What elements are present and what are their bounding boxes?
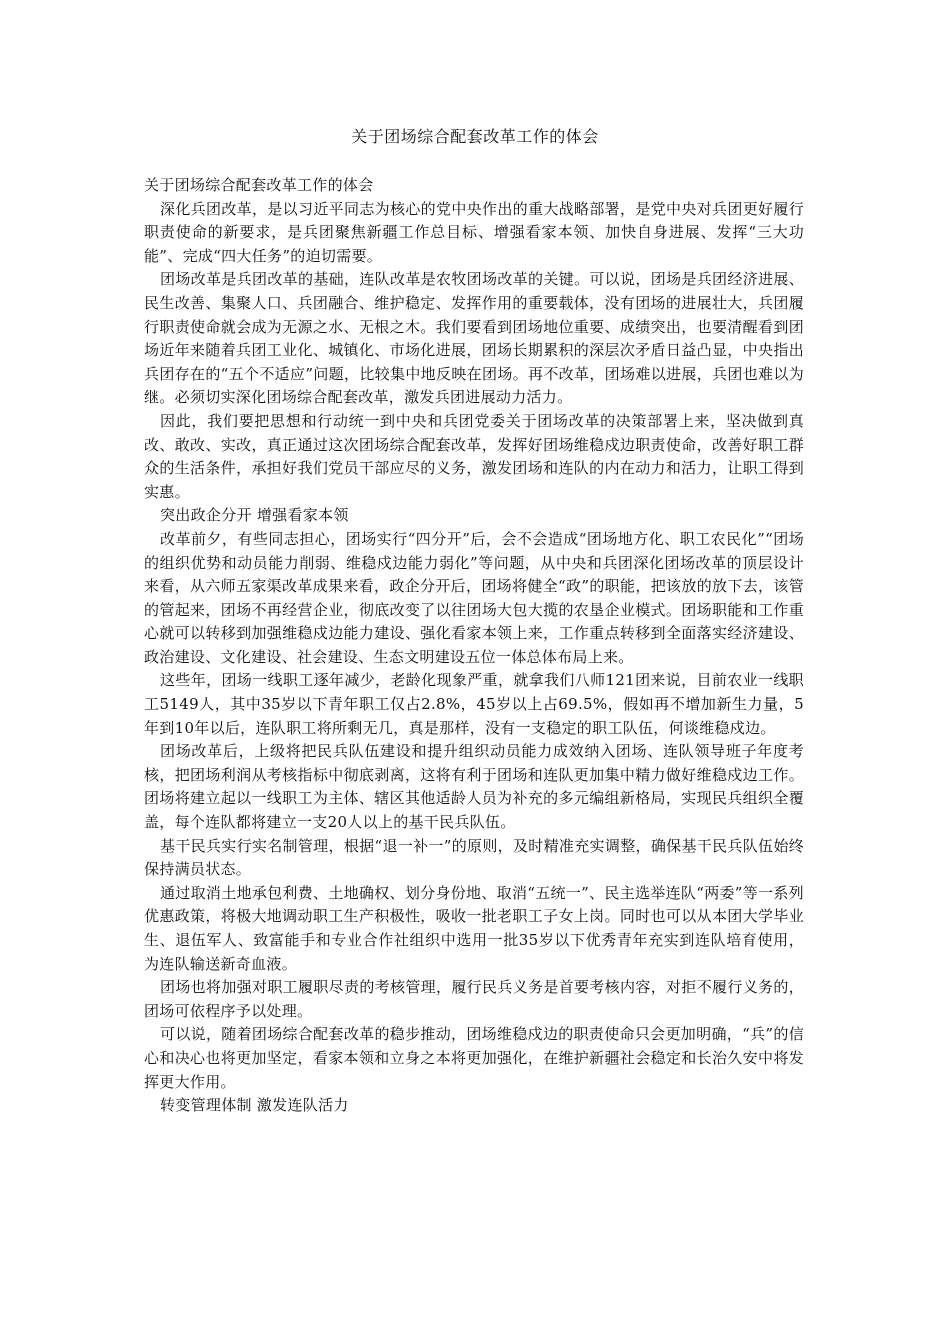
- paragraph: 深化兵团改革，是以习近平同志为核心的党中央作出的重大战略部署，是党中央对兵团更好履行职责使命的新要求，是兵团聚焦新疆工作总目标、增强看家本领、加快自身进展、发挥“三大功能”、完成“四大任务”的迫切需要。: [144, 199, 804, 265]
- section-heading: 突出政企分开 增强看家本领: [160, 506, 349, 525]
- paragraph: 基干民兵实行实名制管理，根据“退一补一”的原则，及时精准充实调整，确保基干民兵队伍始终保持满员状态。: [144, 836, 804, 879]
- paragraph: 团场也将加强对职工履职尽责的考核管理，履行民兵义务是首要考核内容，对拒不履行义务的，团场可依程序予以处理。: [144, 978, 804, 1020]
- document-body: [144, 174, 804, 1118]
- paragraph: 通过取消土地承包利费、土地确权、划分身份地、取消“五统一”、民主选举连队“两委”等一系列优惠政策，将极大地调动职工生产积极性，吸收一批老职工子女上岗。同时也可以从本团大学毕业生、退伍军人、致富能手和专业合作社组织中选用一批35岁以下优秀青年充实到连队培育使用，为连队输送新奇血液。: [144, 883, 804, 973]
- paragraph: 改革前夕，有些同志担心，团场实行“四分开”后，会不会造成“团场地方化、职工农民化”“团场的组织优势和动员能力削弱、维稳戍边能力弱化”等问题，从中央和兵团深化团场改革的顶层设计来看，从六师五家渠改革成果来看，政企分开后，团场将健全“政”的职能，把该放的放下去，该管的管起来，团场不再经营企业，彻底改变了以往团场大包大揽的农垦企业模式。团场职能和工作重心就可以转移到加强维稳戍边能力建设、强化看家本领上来，工作重点转移到全面落实经济建设、政治建设、文化建设、社会建设、生态文明建设五位一体总体布局上来。: [144, 529, 804, 666]
- body-heading: 关于团场综合配套改革工作的体会: [144, 176, 374, 194]
- paragraph: 因此，我们要把思想和行动统一到中央和兵团党委关于团场改革的决策部署上来，坚决做到真改、敢改、实改，真正通过这次团场综合配套改革，发挥好团场维稳戍边职责使命，改善好职工群众的生活条件，承担好我们党员干部应尽的义务，激发团场和连队的内在动力和活力，让职工得到实惠。: [144, 411, 804, 501]
- paragraph: 团场改革后，上级将把民兵队伍建设和提升组织动员能力成效纳入团场、连队领导班子年度考核，把团场利润从考核指标中彻底剥离，这将有利于团场和连队更加集中精力做好维稳戍边工作。团场将建立起以一线职工为主体、辖区其他适龄人员为补充的多元编组新格局，实现民兵组织全覆盖，每个连队都将建立一支20人以上的基干民兵队伍。: [144, 742, 804, 832]
- paragraph: 可以说，随着团场综合配套改革的稳步推动，团场维稳戍边的职责使命只会更加明确，“兵”的信心和决心也将更加坚定，看家本领和立身之本将更加强化，在维护新疆社会稳定和长治久安中将发挥更大作用。: [144, 1025, 804, 1091]
- paragraph: 这些年，团场一线职工逐年减少，老龄化现象严重，就拿我们八师121团来说，目前农业一线职工5149人，其中35岁以下青年职工仅占2.8%，45岁以上占69.5%，假如再不增加新生力量，5年到10年以后，连队职工将所剩无几，真是那样，没有一支稳定的职工队伍，何谈维稳戍边。: [144, 671, 804, 737]
- paragraph: 团场改革是兵团改革的基础，连队改革是农牧团场改革的关键。可以说，团场是兵团经济进展、民生改善、集聚人口、兵团融合、维护稳定、发挥作用的重要载体，没有团场的进展壮大，兵团履行职责使命就会成为无源之水、无根之木。我们要看到团场地位重要、成绩突出，也要清醒看到团场近年来随着兵团工业化、城镇化、市场化进展，团场长期累积的深层次矛盾日益凸显，中央指出兵团存在的“五个不适应”问题，比较集中地反映在团场。再不改革，团场难以进展，兵团也难以为继。必须切实深化团场综合配套改革，激发兵团进展动力活力。: [144, 270, 804, 407]
- section-heading: 转变管理体制 激发连队活力: [160, 1096, 349, 1115]
- document-title: 关于团场综合配套改革工作的体会: [351, 127, 599, 146]
